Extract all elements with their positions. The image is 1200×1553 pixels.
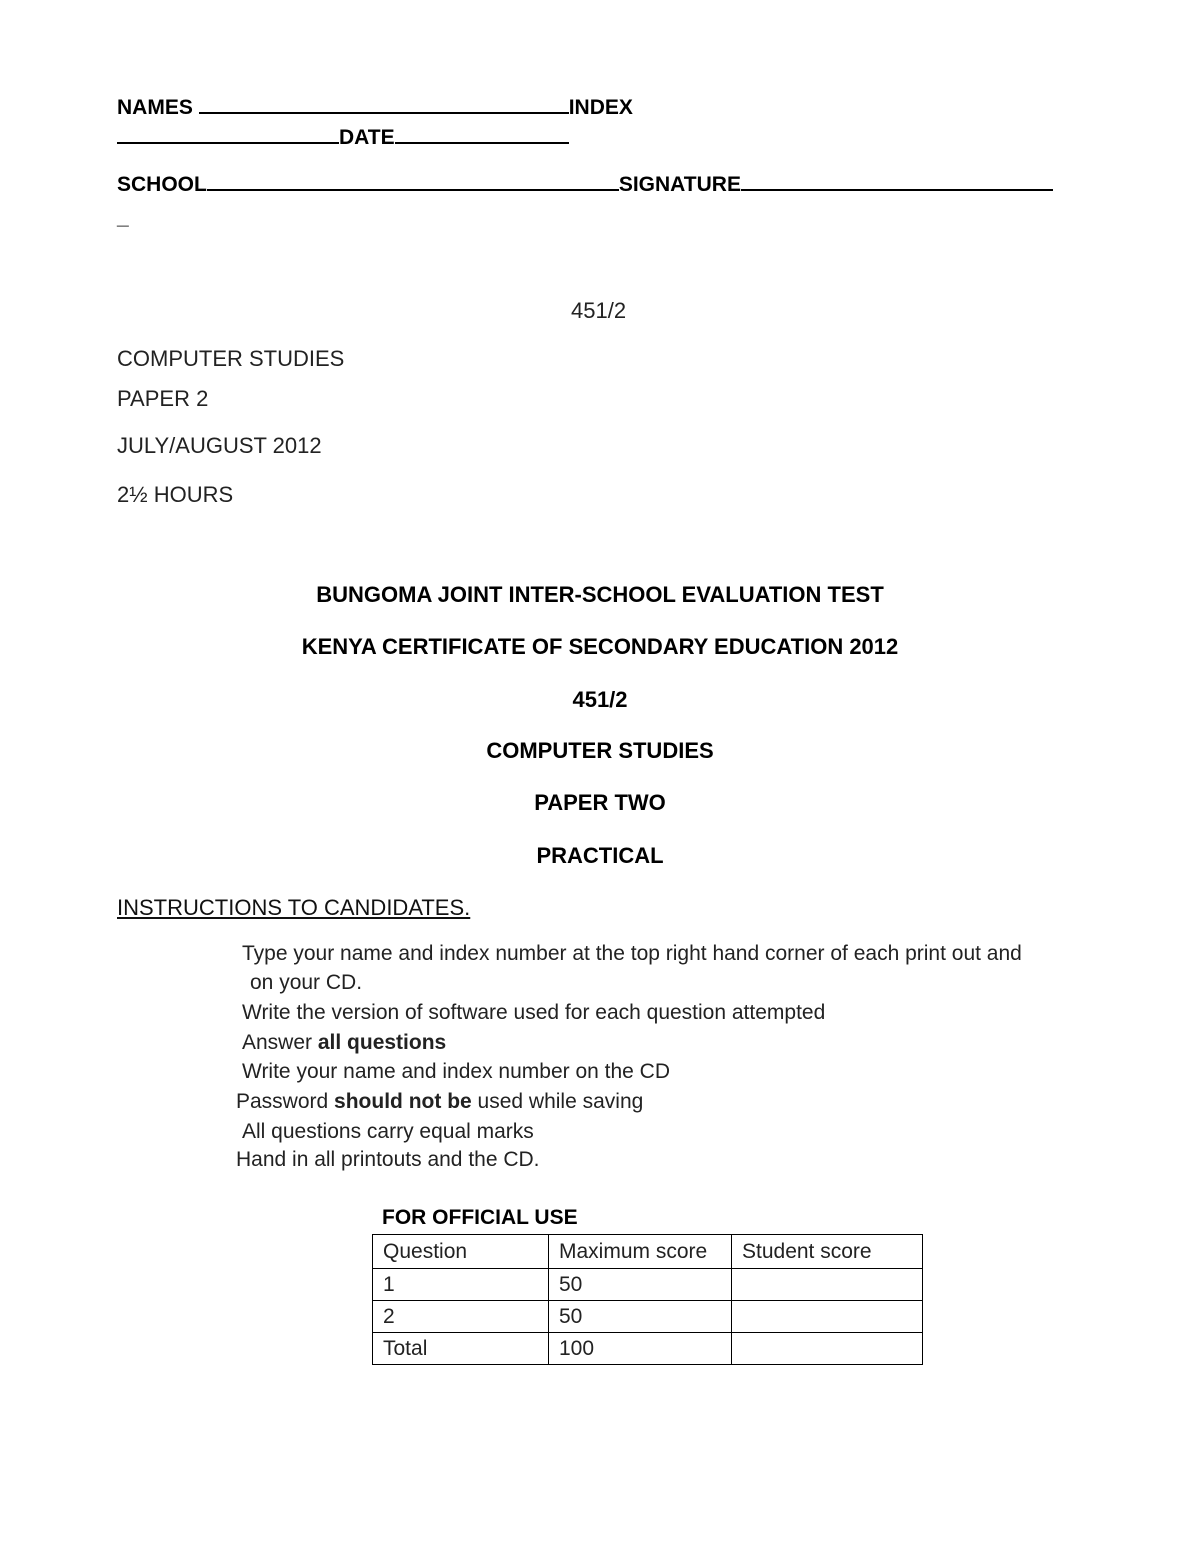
signature-label: SIGNATURE — [618, 173, 741, 196]
instruction-item-5-emphasis: should not be — [334, 1090, 472, 1113]
instruction-item-7: Hand in all printouts and the CD. — [236, 1148, 540, 1171]
title-kcse: KENYA CERTIFICATE OF SECONDARY EDUCATION 2012 — [301, 634, 899, 659]
cell-question: 2 — [373, 1301, 549, 1333]
instruction-item-3 — [242, 1031, 446, 1055]
stray-mark: _ — [117, 206, 129, 229]
index-blank[interactable] — [117, 141, 339, 144]
header-maximum-score: Maximum score — [549, 1235, 732, 1269]
official-score-table — [372, 1234, 923, 1365]
title-paper-code: 451/2 — [572, 687, 628, 712]
subject-name: COMPUTER STUDIES — [117, 346, 345, 371]
index-label: INDEX — [568, 96, 633, 119]
cell-student-score[interactable] — [732, 1333, 923, 1365]
table-row — [373, 1333, 923, 1365]
instruction-item-6: All questions carry equal marks — [242, 1120, 534, 1143]
table-header-row — [373, 1235, 923, 1269]
cell-student-score[interactable] — [732, 1301, 923, 1333]
paper-number: PAPER 2 — [117, 386, 209, 411]
instruction-item-3-text: Answer — [242, 1031, 318, 1054]
cell-maximum-score: 50 — [549, 1301, 732, 1333]
instruction-item-2: Write the version of software used for each question attempted — [242, 1001, 826, 1024]
duration: 2½ HOURS — [117, 482, 234, 507]
header-student-score: Student score — [732, 1235, 923, 1269]
table-row — [373, 1269, 923, 1301]
instruction-item-4: Write your name and index number on the CD — [242, 1060, 670, 1083]
header-question: Question — [373, 1235, 549, 1269]
instruction-item-5-text: Password — [236, 1090, 335, 1113]
cell-question: Total — [373, 1333, 549, 1365]
title-evaluation-test: BUNGOMA JOINT INTER-SCHOOL EVALUATION TEST — [316, 582, 884, 607]
instruction-item-1a: Type your name and index number at the top right hand corner of each print out and — [242, 942, 1022, 965]
date-label: DATE — [339, 126, 395, 149]
names-blank[interactable] — [199, 111, 569, 114]
title-practical: PRACTICAL — [536, 843, 664, 868]
instruction-item-5 — [236, 1090, 643, 1114]
cell-maximum-score: 50 — [549, 1269, 732, 1301]
date-line — [117, 126, 569, 150]
instruction-item-1b: on your CD. — [250, 971, 363, 994]
instructions-heading: INSTRUCTIONS TO CANDIDATES. — [117, 895, 471, 920]
names-label: NAMES — [117, 96, 193, 119]
instruction-item-5-tail: used while saving — [471, 1090, 644, 1113]
title-paper-two: PAPER TWO — [534, 790, 666, 815]
school-label: SCHOOL — [117, 173, 207, 196]
date-blank[interactable] — [395, 141, 569, 144]
school-line — [117, 173, 1053, 197]
title-subject: COMPUTER STUDIES — [486, 738, 714, 763]
cell-question: 1 — [373, 1269, 549, 1301]
exam-period: JULY/AUGUST 2012 — [117, 433, 322, 458]
cell-student-score[interactable] — [732, 1269, 923, 1301]
paper-code: 451/2 — [571, 298, 627, 323]
official-use-title: FOR OFFICIAL USE — [382, 1206, 578, 1229]
cell-maximum-score: 100 — [549, 1333, 732, 1365]
names-line — [117, 96, 633, 120]
school-blank[interactable] — [207, 188, 619, 191]
instruction-item-3-emphasis: all questions — [317, 1031, 447, 1054]
table-row — [373, 1301, 923, 1333]
signature-blank[interactable] — [741, 188, 1053, 191]
